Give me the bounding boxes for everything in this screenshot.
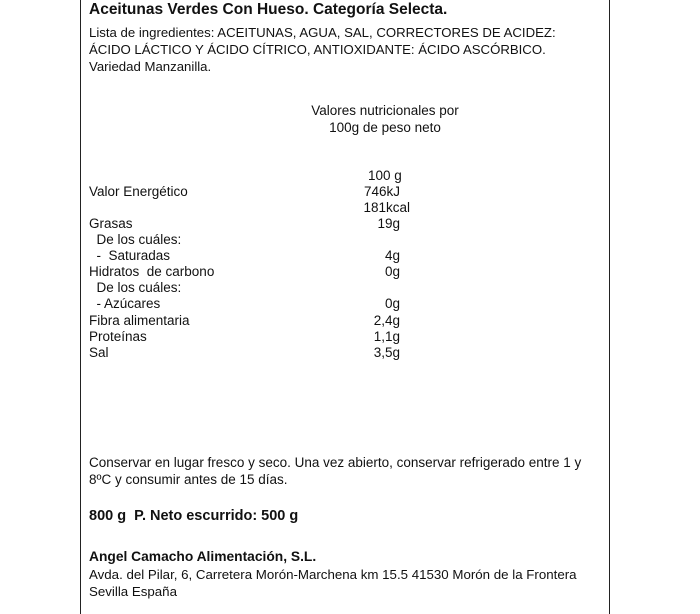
nutrition-heading-line-2: 100g de peso neto	[329, 120, 441, 135]
ingredients-line-2: ÁCIDO LÁCTICO Y ÁCIDO CÍTRICO, ANTIOXIDANTE: ÁCIDO ASCÓRBICO.	[89, 42, 546, 57]
nutrition-row-value: 746kJ	[363, 184, 400, 199]
nutrition-row-value: 2,4g	[373, 313, 400, 328]
nutrition-row-label: - Azúcares	[89, 296, 161, 311]
nutrition-row-label: Valor Energético	[89, 184, 188, 199]
product-title: Aceitunas Verdes Con Hueso. Categoría Selecta.	[89, 1, 448, 18]
nutrition-row-label: Hidratos de carbono	[89, 264, 215, 279]
ingredients-line-3: Variedad Manzanilla.	[89, 59, 212, 74]
nutrition-row-value: 1,1g	[373, 329, 400, 344]
nutrition-row-label: Proteínas	[89, 329, 147, 344]
storage-line-2: 8ºC y consumir antes de 15 días.	[89, 472, 288, 487]
nutrition-column-header: 100 g	[368, 168, 402, 183]
nutrition-row-label: Grasas	[89, 216, 133, 231]
nutrition-row-label: De los cuáles:	[89, 232, 182, 247]
nutrition-row-value: 0g	[384, 296, 400, 311]
company-address-line-1: Avda. del Pilar, 6, Carretera Morón-Marchena km 15.5 41530 Morón de la Frontera	[89, 567, 577, 582]
nutrition-row-value: 4g	[384, 248, 400, 263]
storage-line-1: Conservar en lugar fresco y seco. Una vez abierto, conservar refrigerado entre 1 y	[89, 455, 582, 470]
nutrition-row-label: Sal	[89, 345, 109, 360]
nutrition-row-value: 3,5g	[373, 345, 400, 360]
net-weight: 800 g P. Neto escurrido: 500 g	[89, 508, 299, 524]
company-name: Angel Camacho Alimentación, S.L.	[89, 549, 317, 564]
nutrition-row-value: 0g	[384, 264, 400, 279]
nutrition-row-value: 19g	[377, 216, 400, 231]
nutrition-row-label: - Saturadas	[89, 248, 171, 263]
company-address-line-2: Sevilla España	[89, 584, 177, 599]
nutrition-row-label: Fibra alimentaria	[89, 313, 190, 328]
nutrition-row-value: 181kcal	[363, 200, 410, 215]
ingredients-line-1: Lista de ingredientes: ACEITUNAS, AGUA, SAL, CORRECTORES DE ACIDEZ:	[89, 25, 556, 40]
nutrition-row-label: De los cuáles:	[89, 280, 182, 295]
nutrition-heading-line-1: Valores nutricionales por	[311, 103, 459, 118]
